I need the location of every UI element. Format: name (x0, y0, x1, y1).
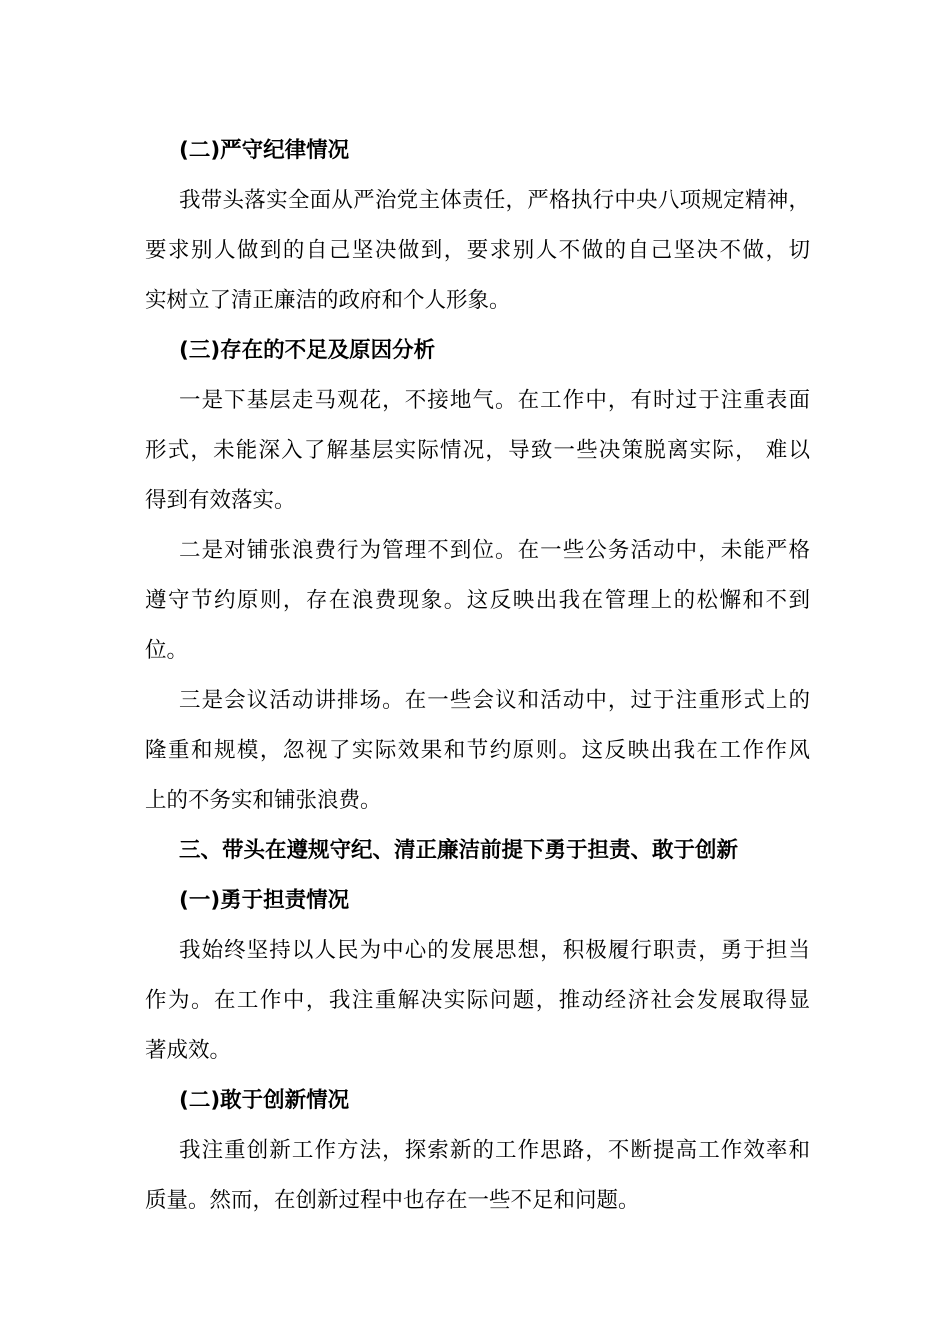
paragraph-line: 实树立了清正廉洁的政府和个人形象。 (145, 288, 511, 313)
chapter-heading: 三、带头在遵规守纪、清正廉洁前提下勇于担责、敢于创新 (179, 838, 739, 863)
section-heading: (二)敢于创新情况 (179, 1088, 350, 1113)
section-heading: (二)严守纪律情况 (179, 138, 350, 163)
paragraph-line: 得到有效落实。 (145, 488, 296, 513)
paragraph-line: 我带头落实全面从严治党主体责任，严格执行中央八项规定精神， (179, 188, 810, 213)
section-heading: (三)存在的不足及原因分析 (179, 338, 436, 363)
paragraph-line: 一是下基层走马观花，不接地气。在工作中，有时过于注重表面 (179, 388, 810, 413)
paragraph-line: 上的不务实和铺张浪费。 (145, 788, 382, 813)
paragraph-line: 隆重和规模，忽视了实际效果和节约原则。这反映出我在工作作风 (145, 738, 810, 763)
paragraph-line: 著成效。 (145, 1038, 232, 1063)
paragraph-line: 遵守节约原则，存在浪费现象。这反映出我在管理上的松懈和不到 (145, 588, 810, 613)
paragraph-line: 我注重创新工作方法，探索新的工作思路，不断提高工作效率和 (179, 1138, 810, 1163)
paragraph-line: 要求别人做到的自己坚决做到，要求别人不做的自己坚决不做，切 (145, 238, 810, 263)
paragraph-line: 质量。然而，在创新过程中也存在一些不足和问题。 (145, 1188, 640, 1213)
paragraph-line: 作为。在工作中，我注重解决实际问题，推动经济社会发展取得显 (145, 988, 810, 1013)
paragraph-line: 我始终坚持以人民为中心的发展思想，积极履行职责，勇于担当 (179, 938, 810, 963)
paragraph-line: 形式，未能深入了解基层实际情况，导致一些决策脱离实际， 难以 (145, 438, 810, 463)
section-heading: (一)勇于担责情况 (179, 888, 350, 913)
paragraph-line: 二是对铺张浪费行为管理不到位。在一些公务活动中，未能严格 (179, 538, 810, 563)
paragraph-line: 三是会议活动讲排场。在一些会议和活动中，过于注重形式上的 (179, 688, 810, 713)
paragraph-line: 位。 (145, 638, 189, 663)
